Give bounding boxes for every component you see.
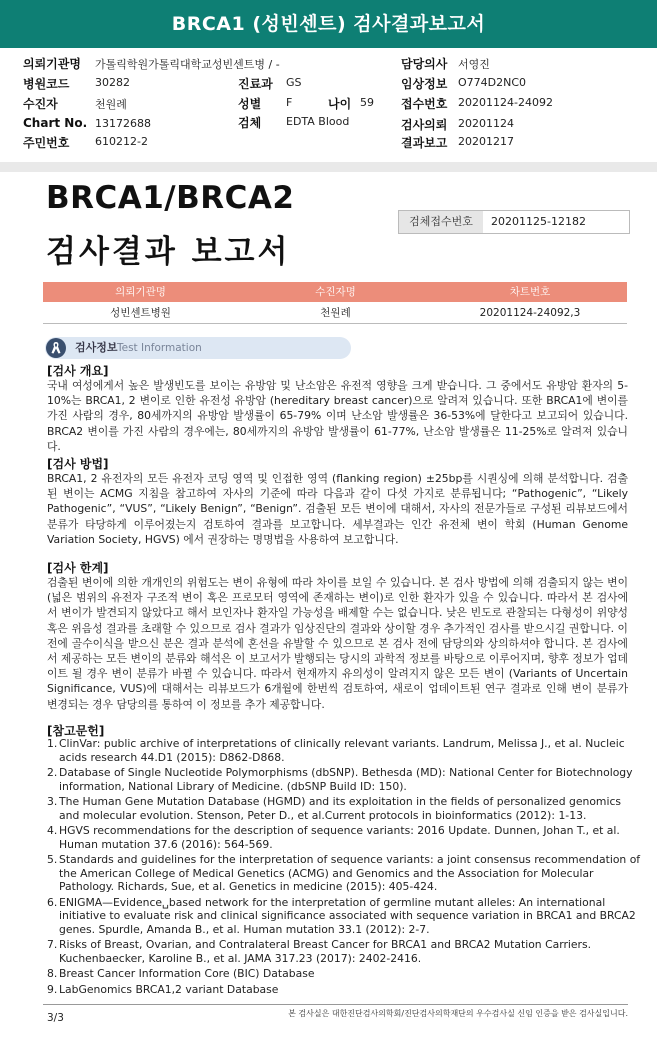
method-heading: [검사 방법] xyxy=(47,457,109,471)
age-label: 나이 xyxy=(328,97,352,111)
request-date-label: 검사의뢰 xyxy=(401,118,448,132)
table-header-cell: 차트번호 xyxy=(509,286,551,298)
reference-text: Standards and guidelines for the interpretation of sequence variants: a joint consensus recommendation of the American College of Medical Genetics (ACMG) and Genomics and the Association for Molecular Pathology. Richards, Sue, et al. Genetics in medicine (2015): 405-424. xyxy=(59,853,641,893)
specimen-value: EDTA Blood xyxy=(286,115,350,128)
reference-text: LabGenomics BRCA1,2 variant Database xyxy=(59,982,279,996)
references-list xyxy=(47,737,642,998)
table-row xyxy=(43,303,627,324)
requester-value: 천원례 xyxy=(95,98,127,111)
page-number: 3/3 xyxy=(47,1012,64,1024)
resident-label: 주민번호 xyxy=(23,136,70,150)
table-cell: 20201124-24092,3 xyxy=(479,307,581,319)
inst-label: 의뢰기관명 xyxy=(23,57,81,71)
reference-item: 7. Risks of Breast, Ovarian, and Contralateral Breast Cancer for BRCA1 and BRCA2 Mutation Carriers. Kuchenbaecker, Karoline B., et al. JAMA 317.23 (2017): 2402-2416. xyxy=(47,938,592,965)
request-date-value: 20201124 xyxy=(458,117,514,130)
certification-note: 본 검사실은 대한진단검사의학회/진단검사의학재단의 우수검사실 신임 인증을 받은 검사실입니다. xyxy=(288,1009,628,1018)
reference-item: 1. ClinVar: public archive of interpretations of clinically relevant variants. Landrum, Melissa J., et al. Nucleic acids research 44.D1 (2015): D862-D868. xyxy=(47,737,625,764)
reference-text: Breast Cancer Information Core (BIC) Database xyxy=(59,967,315,980)
limits-heading: [검사 한계] xyxy=(47,561,109,575)
resident-value: 610212-2 xyxy=(95,135,148,148)
reference-item: 5. Standards and guidelines for the interpretation of sequence variants: a joint consensus recommendation of the American College of Medical Genetics (ACMG) and Genomics and the Association for Molecular Pathology. Richards, Sue, et al. Genetics in medicine (2015): 405-424. xyxy=(47,853,641,893)
reference-item: 3. The Human Gene Mutation Database (HGMD) and its exploitation in the fields of personalized genomics and molecular evolution. Stenson, Peter D., et al.Current protocols in bioinformatics (2012): 1-13. xyxy=(47,795,622,822)
table-header-cell: 의뢰기관명 xyxy=(115,286,166,298)
patient-info-panel xyxy=(0,50,657,162)
reference-item: 8. Breast Cancer Information Core (BIC) Database xyxy=(47,967,315,980)
section-title-kr: 검사정보 xyxy=(75,341,118,354)
specimen-receipt-label: 검체접수번호 xyxy=(399,211,483,233)
reference-item: 4. HGVS recommendations for the description of sequence variants: 2016 Update. Dunnen, Johan T., et al. Human mutation 37.6 (2016): 564-569. xyxy=(47,824,620,851)
footer-divider xyxy=(43,1004,628,1005)
report-header-title: BRCA1 (성빈센트) 검사결과보고서 xyxy=(0,0,657,48)
code-label: 병원코드 xyxy=(23,77,70,91)
report-date-label: 결과보고 xyxy=(401,136,448,150)
reference-text: Database of Single Nucleotide Polymorphisms (dbSNP). Bethesda (MD): National Center for Biotechnology information, National Library of Medicine. (dbSNP Build ID: 150). xyxy=(59,766,633,793)
test-info-section-pill xyxy=(45,337,351,359)
reference-item: 9. LabGenomics BRCA1,2 variant Database xyxy=(47,982,279,996)
chart-label: Chart No. xyxy=(23,116,88,130)
page-separator xyxy=(0,162,657,172)
references-heading: [참고문헌] xyxy=(47,724,105,738)
table-header-row xyxy=(43,282,627,302)
reference-item: 6. ENIGMA—Evidence␣based network for the interpretation of germline mutant alleles: An international initiative to evaluate risk and clinical significance associated with sequence variation in BRCA1 and BRCA2 genes. Spurdle, Amanda B., et al. Human mutation 33.1 (2012): 2-7. xyxy=(47,895,636,936)
doctor-label: 담당의사 xyxy=(401,57,448,71)
doctor-value: 서영진 xyxy=(458,58,490,71)
reference-text: The Human Gene Mutation Database (HGMD) and its exploitation in the fields of personalized genomics and molecular evolution. Stenson, Peter D., et al.Current protocols in bioinformatics (2012): 1-13. xyxy=(59,795,622,822)
table-cell: 성빈센트병원 xyxy=(110,307,171,319)
dept-label: 진료과 xyxy=(238,77,273,91)
section-title-en: Test Information xyxy=(117,342,202,354)
specimen-receipt-box xyxy=(398,210,630,234)
reference-text: ClinVar: public archive of interpretations of clinically relevant variants. Landrum, Melissa J., et al. Nucleic acids research 44.D1 (2015): D862-D868. xyxy=(59,737,625,764)
table-cell: 천원례 xyxy=(320,307,351,319)
age-value: 59 xyxy=(360,96,374,109)
receipt-value: 20201124-24092 xyxy=(458,96,553,109)
receipt-label: 접수번호 xyxy=(401,97,448,111)
report-page xyxy=(0,172,657,1040)
clinical-value: O774D2NC0 xyxy=(458,76,527,89)
sex-value: F xyxy=(286,96,293,109)
ribbon-icon xyxy=(46,338,66,358)
sex-label: 성별 xyxy=(238,97,262,111)
report-title-gene: BRCA1/BRCA2 xyxy=(46,180,295,216)
reference-text: HGVS recommendations for the description of sequence variants: 2016 Update. Dunnen, Johan T., et al. Human mutation 37.6 (2016): 564-569. xyxy=(59,824,620,851)
reference-text: ENIGMA—Evidence␣based network for the interpretation of germline mutant alleles: An international initiative to evaluate risk and clinical significance associated with sequence variation in BRCA1 and BRCA2 genes. Spurdle, Amanda B., et al. Human mutation 33.1 (2012): 2-7. xyxy=(59,895,636,936)
limits-text: 검출된 변이에 의한 개개인의 위험도는 변이 유형에 따라 차이를 보일 수 있습니다. 본 검사 방법에 의해 검출되지 않는 변이 (넓은 범위의 유전자 구조적 변이 혹은 프로모터 영역에 존재하는 변이)로 인한 환자가 있을 수 있습니다. 따라서 본 검사에서 변이가 발견되지 않았다고 해서 보인자나 환자일 가능성을 배제할 수는 없습니다. 낮은 빈도로 관찰되는 다형성이 위양성 혹은 위음성 결과를 초래할 수 있으므로 검사 결과가 임상진단의 결과와 상이할 경우 추가적인 검사를 받으시길 권합니다. 이전에 골수이식을 받으신 분은 결과 분석에 혼선을 유발할 수 있으므로 본 검사 전에 담당의와 상의하셔야 합니다. 본 검사에서 제공하는 모든 변이의 분류와 해석은 이 보고서가 발행되는 당시의 과학적 정보를 바탕으로 이루어지며, 향후 정보가 업데이트 될 경우 변이 분류가 바뀔 수 있습니다. 따라서 현재까지 유의성이 알려지지 않은 모든 변이 (Variants of Uncertain Significance, VUS)에 대해서는 리뷰보드가 6개월에 한번씩 검토하여, 새로이 업데이트된 연구 결과로 인해 변이 분류가 변경되는 경우 담당의를 통하여 이 정보를 추가 제공합니다. xyxy=(47,576,628,711)
inst-value: 가톨릭학원가톨릭대학교성빈센트병 / - xyxy=(95,58,280,71)
code-value: 30282 xyxy=(95,76,130,89)
reference-text: Risks of Breast, Ovarian, and Contralateral Breast Cancer for BRCA1 and BRCA2 Mutation Carriers. Kuchenbaecker, Karoline B., et al. JAMA 317.23 (2017): 2402-2416. xyxy=(59,938,592,965)
chart-value: 13172688 xyxy=(95,117,151,130)
specimen-receipt-value: 20201125-12182 xyxy=(491,215,586,228)
method-text: BRCA1, 2 유전자의 모든 유전자 코딩 영역 및 인접한 영역 (flanking region) ±25bp를 시퀀싱에 의해 분석합니다. 검출된 변이는 ACMG 지침을 참고하여 자사의 기준에 따라 다음과 같이 다섯 가지로 분류됩니다; “Pathogenic”, “Likely Pathogenic”, “VUS”, “Likely Benign”, “Benign”. 검출된 모든 변이에 대해서, 자사의 전문가들로 구성된 리뷰보드에서 분류가 타당하게 이루어졌는지 검토하여 결과를 보고합니다. 세부결과는 인간 유전체 변이 학회 (Human Genome Variation Society, HGVS) 에서 권장하는 명명법을 사용하여 보고합니다. xyxy=(47,472,628,546)
report-date-value: 20201217 xyxy=(458,135,514,148)
overview-text: 국내 여성에게서 높은 발생빈도를 보이는 유방암 및 난소암은 유전적 영향을 크게 받습니다. 그 중에서도 유방암 환자의 5-10%는 BRCA1, 2 변이로 인한 유전성 유방암 (hereditary breast cancer)으로 알려져 있습니다. 또한 BRCA1에 변이를 가진 사람의 경우, 80세까지의 유방암 발생률이 65-79% 이며 난소암 발생률은 36-53%에 달한다고 보고되어 있습니다. BRCA2 변이를 가진 사람의 경우에는, 80세까지의 유방암 발생률이 61-77%, 난소암 발생률은 11-25%로 알려져 있습니다. xyxy=(47,379,628,453)
specimen-label: 검체 xyxy=(238,116,262,130)
reference-item: 2. Database of Single Nucleotide Polymorphisms (dbSNP). Bethesda (MD): National Center for Biotechnology information, National Library of Medicine. (dbSNP Build ID: 150). xyxy=(47,766,633,793)
requester-label: 수진자 xyxy=(23,97,58,111)
overview-heading: [검사 개요] xyxy=(47,364,109,378)
clinical-label: 임상정보 xyxy=(401,77,448,91)
table-header-cell: 수진자명 xyxy=(315,286,356,298)
report-title-korean: 검사결과 보고서 xyxy=(46,234,291,270)
dept-value: GS xyxy=(286,76,302,89)
